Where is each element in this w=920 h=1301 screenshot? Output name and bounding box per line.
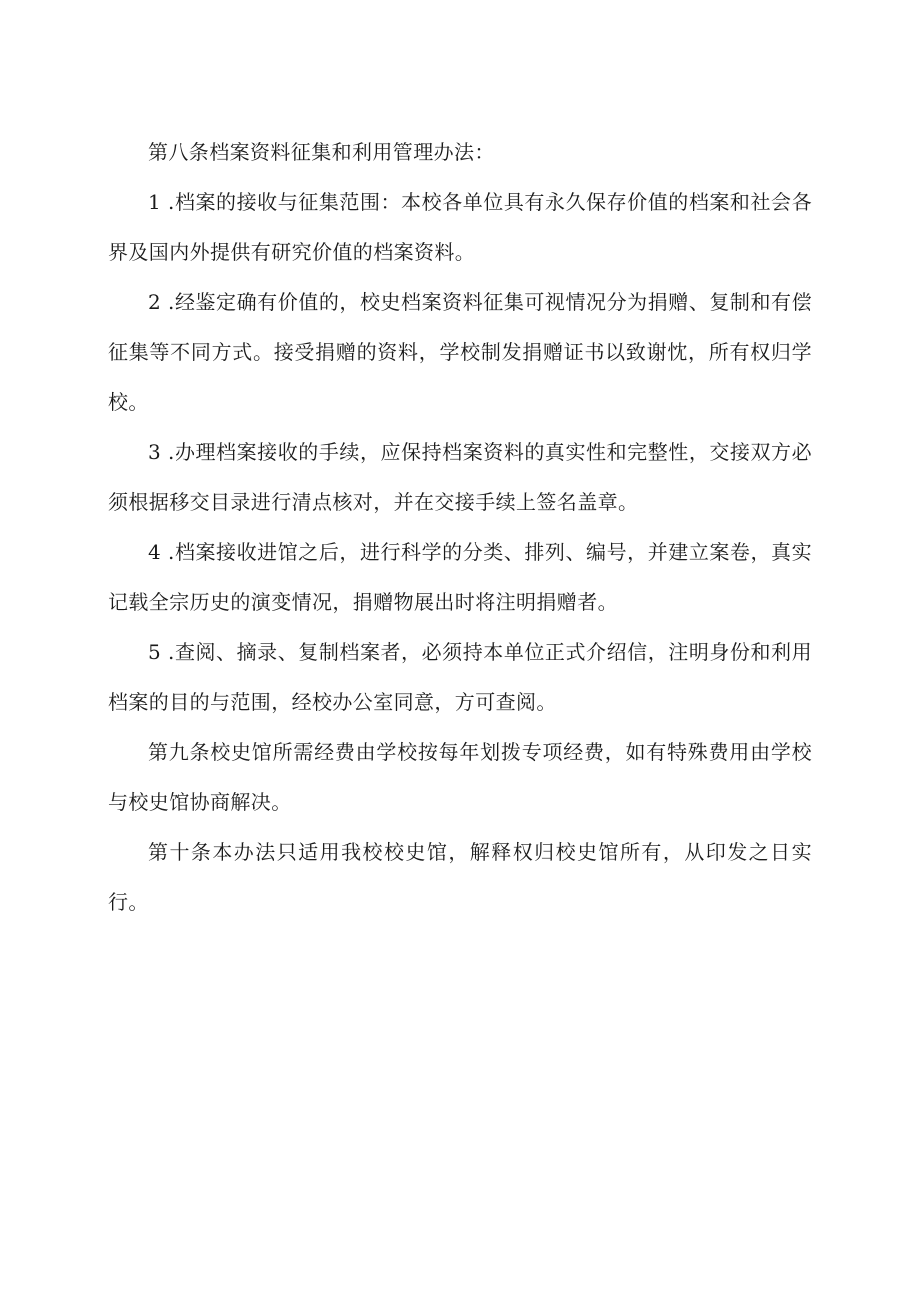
clause-1-paragraph: 1 .档案的接收与征集范围：本校各单位具有永久保存价值的档案和社会各界及国内外提供有研究价值的档案资料。 — [108, 190, 812, 264]
article-8-heading: 第八条档案资料征集和利用管理办法： — [148, 140, 495, 164]
article-9-paragraph: 第九条校史馆所需经费由学校按每年划拨专项经费，如有特殊费用由学校与校史馆协商解决。 — [108, 740, 812, 814]
clause-2-paragraph: 2 .经鉴定确有价值的，校史档案资料征集可视情况分为捐赠、复制和有偿征集等不同方式。接受捐赠的资料，学校制发捐赠证书以致谢忱，所有权归学校。 — [108, 290, 812, 414]
document-body — [108, 127, 812, 927]
article-10-paragraph: 第十条本办法只适用我校校史馆，解释权归校史馆所有，从印发之日实行。 — [108, 840, 812, 914]
clause-3-paragraph: 3 .办理档案接收的手续，应保持档案资料的真实性和完整性，交接双方必须根据移交目录进行清点核对，并在交接手续上签名盖章。 — [108, 440, 812, 514]
clause-5-paragraph: 5 .查阅、摘录、复制档案者，必须持本单位正式介绍信，注明身份和利用档案的目的与范围，经校办公室同意，方可查阅。 — [108, 640, 812, 714]
clause-4-paragraph: 4 .档案接收进馆之后，进行科学的分类、排列、编号，并建立案卷，真实记载全宗历史的演变情况，捐赠物展出时将注明捐赠者。 — [108, 540, 812, 614]
